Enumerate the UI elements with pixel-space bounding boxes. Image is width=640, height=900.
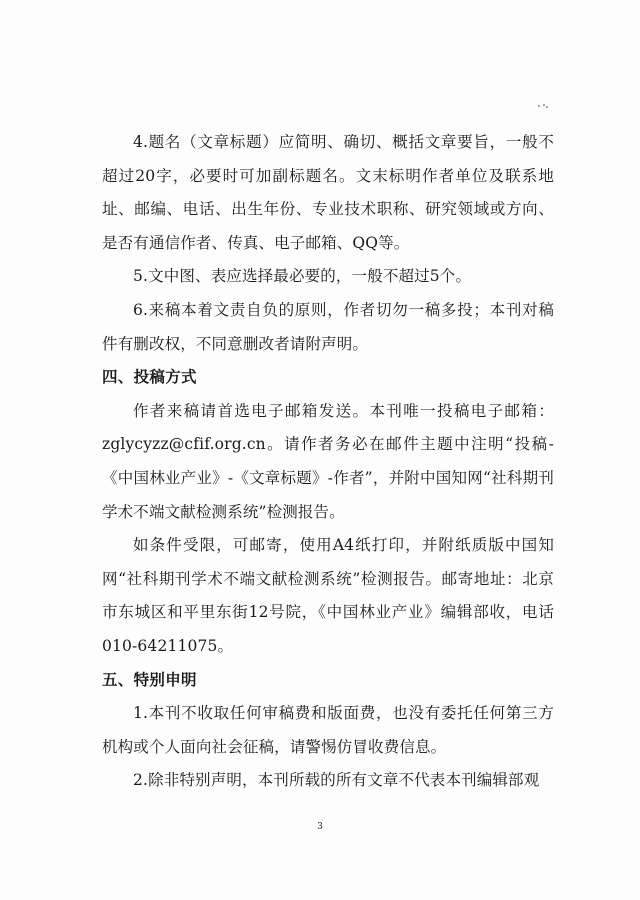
paragraph-figures-tables: 5.文中图、表应选择最必要的，一般不超过5个。	[133, 267, 472, 286]
section-heading-submission: 四、投稿方式	[102, 368, 197, 387]
page-number: 3	[317, 822, 323, 832]
paragraph-title-requirements: 4.题名（文章标题）应简明、确切、概括文章要旨，一般不超过20字，必要时可加副标题名。文末标明作者单位及联系地址、邮编、电话、出生年份、专业技术职称、研究领域或方向、是否有通信作者、传真、电子邮箱、QQ等。	[102, 133, 554, 252]
scan-speck	[538, 104, 548, 108]
paragraph-email-submission: 作者来稿请首选电子邮箱发送。本刊唯一投稿电子邮箱：zglycyzz@cfif.org.cn。请作者务必在邮件主题中注明“投稿-《中国林业产业》-《文章标题》-作者”，并附中国知网“社科期刊学术不端文献检测系统”检测报告。	[102, 401, 554, 521]
paragraph-mail-submission: 如条件受限，可邮寄，使用A4纸打印，并附纸质版中国知网“社科期刊学术不端文献检测系统”检测报告。邮寄地址：北京市东城区和平里东街12号院，《中国林业产业》编辑部收，电话010-64211075。	[102, 536, 554, 655]
paragraph-disclaimer: 2.除非特别声明，本刊所载的所有文章不代表本刊编辑部观	[133, 771, 540, 790]
page-content	[102, 126, 554, 798]
paragraph-responsibility: 6.来稿本着文责自负的原则，作者切勿一稿多投；本刊对稿件有删改权，不同意删改者请附声明。	[102, 300, 554, 353]
paragraph-no-fees: 1.本刊不收取任何审稿费和版面费，也没有委托任何第三方机构或个人面向社会征稿，请警惕仿冒收费信息。	[102, 704, 554, 756]
section-heading-statement: 五、特别申明	[102, 670, 197, 689]
